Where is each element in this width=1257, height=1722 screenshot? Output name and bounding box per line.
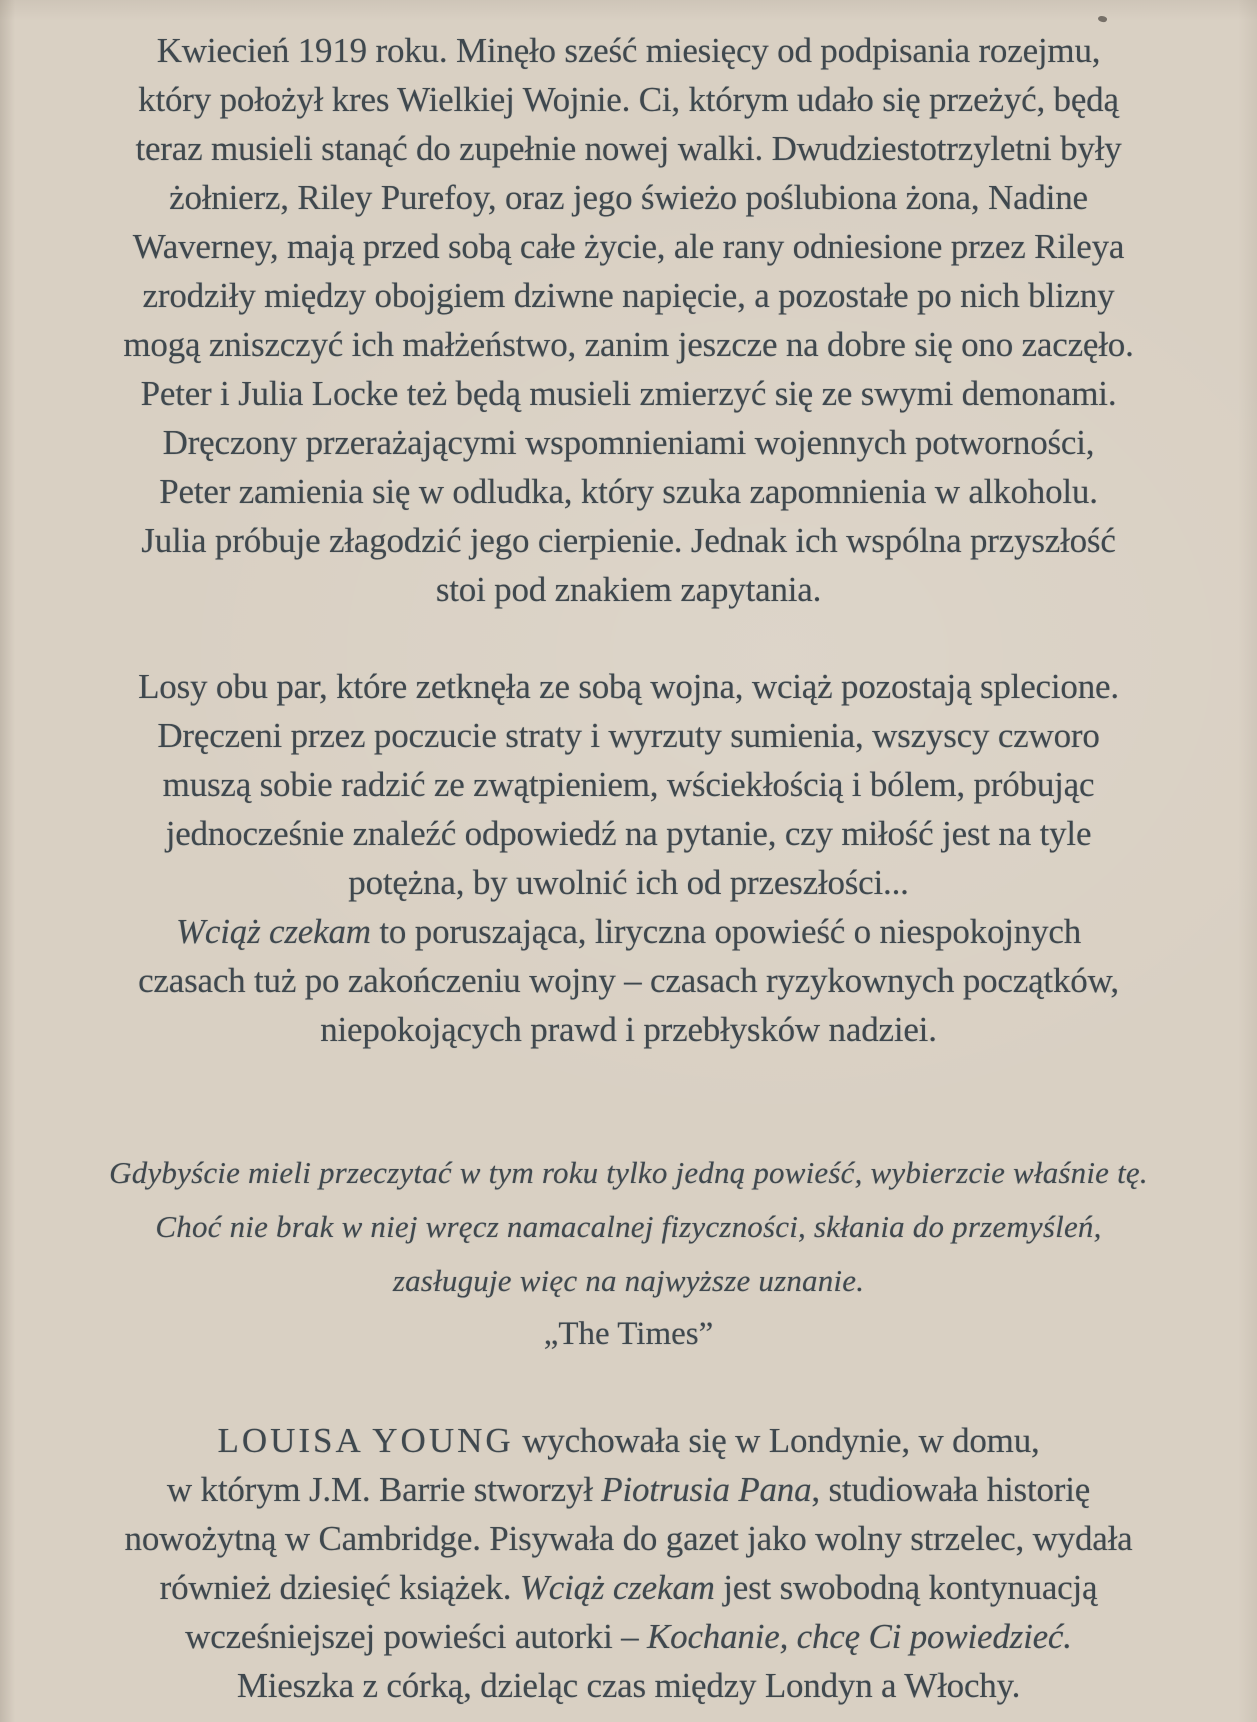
text-line: Gdybyście mieli przeczytać w tym roku tylko jedną powieść, wybierzcie właśnie tę. [109, 1155, 1148, 1190]
text-line: niepokojących prawd i przebłysków nadziei. [320, 1010, 937, 1049]
text-line: Losy obu par, które zetknęła ze sobą wojna, wciąż pozostają splecione. [138, 667, 1119, 706]
text-line: Dręczony przerażającymi wspomnieniami wojennych potworności, [162, 423, 1095, 462]
text-line: Choć nie brak w niej wręcz namacalnej fizyczności, skłania do przemyśleń, [155, 1209, 1102, 1244]
text-line: Dręczeni przez poczucie straty i wyrzuty sumienia, wszyscy czworo [157, 716, 1100, 755]
text-line: Mieszka z córką, dzieląc czas między Londyn a Włochy. [236, 1666, 1021, 1705]
text-line: mogą zniszczyć ich małżeństwo, zanim jeszcze na dobre się ono zaczęło. [123, 325, 1134, 364]
text-line: w którym J.M. Barrie stworzył Piotrusia Pana, studiowała historię [166, 1470, 1091, 1509]
scan-speck [1097, 15, 1107, 23]
text-line: Peter i Julia Locke też będą musieli zmierzyć się ze swymi demonami. [140, 374, 1117, 413]
text-line: Wciąż czekam to poruszająca, liryczna opowieść o niespokojnych [175, 912, 1082, 951]
synopsis-paragraph-1 [24, 26, 1233, 614]
text-line: który położył kres Wielkiej Wojnie. Ci, którym udało się przeżyć, będą [138, 80, 1119, 119]
text-line: Julia próbuje złagodzić jego cierpienie. Jednak ich wspólna przyszłość [141, 521, 1116, 560]
author-bio [24, 1416, 1233, 1710]
quote-source: „The Times” [543, 1316, 714, 1352]
text-line: nowożytną w Cambridge. Pisywała do gazet jako wolny strzelec, wydała [124, 1519, 1133, 1558]
text-line: jednocześnie znaleźć odpowiedź na pytanie, czy miłość jest na tyle [165, 814, 1092, 853]
text-line: stoi pod znakiem zapytania. [435, 570, 822, 609]
text-line: Waverney, mają przed sobą całe życie, ale rany odniesione przez Rileya [132, 227, 1125, 266]
text-line: potężna, by uwolnić ich od przeszłości... [348, 863, 909, 902]
text-line: muszą sobie radzić ze zwątpieniem, wściekłością i bólem, próbując [162, 765, 1095, 804]
text-line: Kwiecień 1919 roku. Minęło sześć miesięcy od podpisania rozejmu, [156, 31, 1101, 70]
text-line: zasługuje więc na najwyższe uznanie. [392, 1263, 865, 1298]
text-line: teraz musieli stanąć do zupełnie nowej walki. Dwudziestotrzyletni były [135, 129, 1122, 168]
text-line: wcześniejszej powieści autorki – Kochanie, chcę Ci powiedzieć. [185, 1617, 1072, 1656]
press-quote [24, 1146, 1233, 1308]
synopsis-paragraph-2 [24, 662, 1233, 1054]
text-line: zrodziły między obojgiem dziwne napięcie, a pozostałe po nich blizny [142, 276, 1115, 315]
text-line: również dziesięć książek. Wciąż czekam jest swobodną kontynuacją [159, 1568, 1098, 1607]
text-line: LOUISA YOUNG wychowała się w Londynie, w domu, [217, 1421, 1040, 1460]
text-line: czasach tuż po zakończeniu wojny – czasach ryzykownych początków, [138, 961, 1119, 1000]
text-line: Peter zamienia się w odludka, który szuka zapomnienia w alkoholu. [159, 472, 1098, 511]
text-line: żołnierz, Riley Purefoy, oraz jego świeżo poślubiona żona, Nadine [169, 178, 1088, 217]
